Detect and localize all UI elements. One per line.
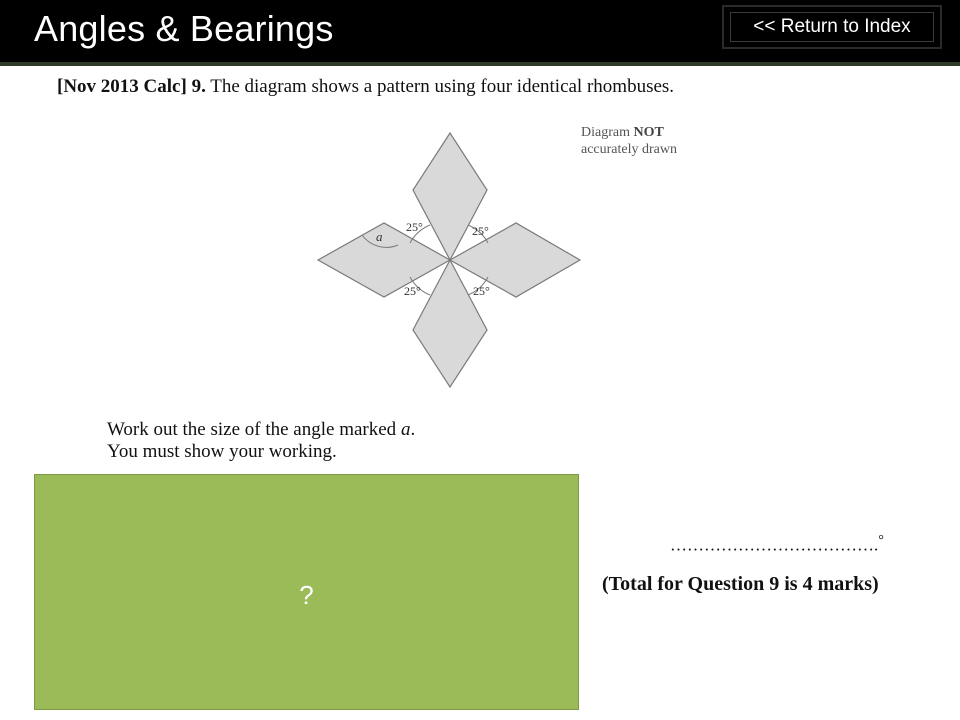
answer-placeholder[interactable]: ?: [299, 579, 314, 610]
rhombus-bottom: [413, 260, 487, 387]
header-bar: [0, 0, 960, 62]
page-title: Angles & Bearings: [34, 8, 334, 49]
task-instructions: [107, 419, 415, 463]
task-line-2: You must show your working.: [107, 441, 337, 462]
question-text: The diagram shows a pattern using four identical rhombuses.: [210, 76, 675, 97]
task-line-1: [107, 419, 415, 441]
rhombus-top: [413, 133, 487, 260]
task-variable: a: [400, 419, 411, 440]
angle-label-top-right: 25°: [472, 224, 489, 238]
question-heading: [57, 76, 674, 98]
answer-dots: ……………………………….: [670, 535, 879, 555]
angle-label-a: a: [376, 229, 383, 244]
diagram-note-line2: accurately drawn: [581, 142, 677, 157]
diagram-note-prefix: Diagram: [581, 125, 630, 140]
task-line-1-suffix: .: [410, 419, 416, 440]
angle-label-bottom-left: 25°: [404, 284, 421, 298]
rhombus-right: [450, 223, 580, 297]
answer-line: [670, 532, 884, 556]
header-divider: [0, 62, 960, 66]
total-marks: (Total for Question 9 is 4 marks): [602, 573, 879, 595]
rhombus-left: [318, 223, 450, 297]
rhombus-group: [318, 133, 580, 387]
degree-symbol: °: [878, 532, 884, 548]
diagram-note: [581, 124, 677, 158]
diagram-note-bold: NOT: [633, 125, 664, 140]
angle-label-bottom-right: 25°: [473, 284, 490, 298]
task-line-1-prefix: Work out the size of the angle marked: [107, 419, 397, 440]
question-number: 9.: [191, 76, 206, 97]
question-source: [Nov 2013 Calc]: [57, 76, 187, 97]
return-to-index-label[interactable]: << Return to Index: [730, 12, 934, 42]
answer-reveal-box[interactable]: [34, 474, 579, 710]
return-to-index-button[interactable]: [722, 5, 942, 49]
angle-label-top-left: 25°: [406, 220, 423, 234]
rhombus-diagram: [310, 125, 590, 395]
